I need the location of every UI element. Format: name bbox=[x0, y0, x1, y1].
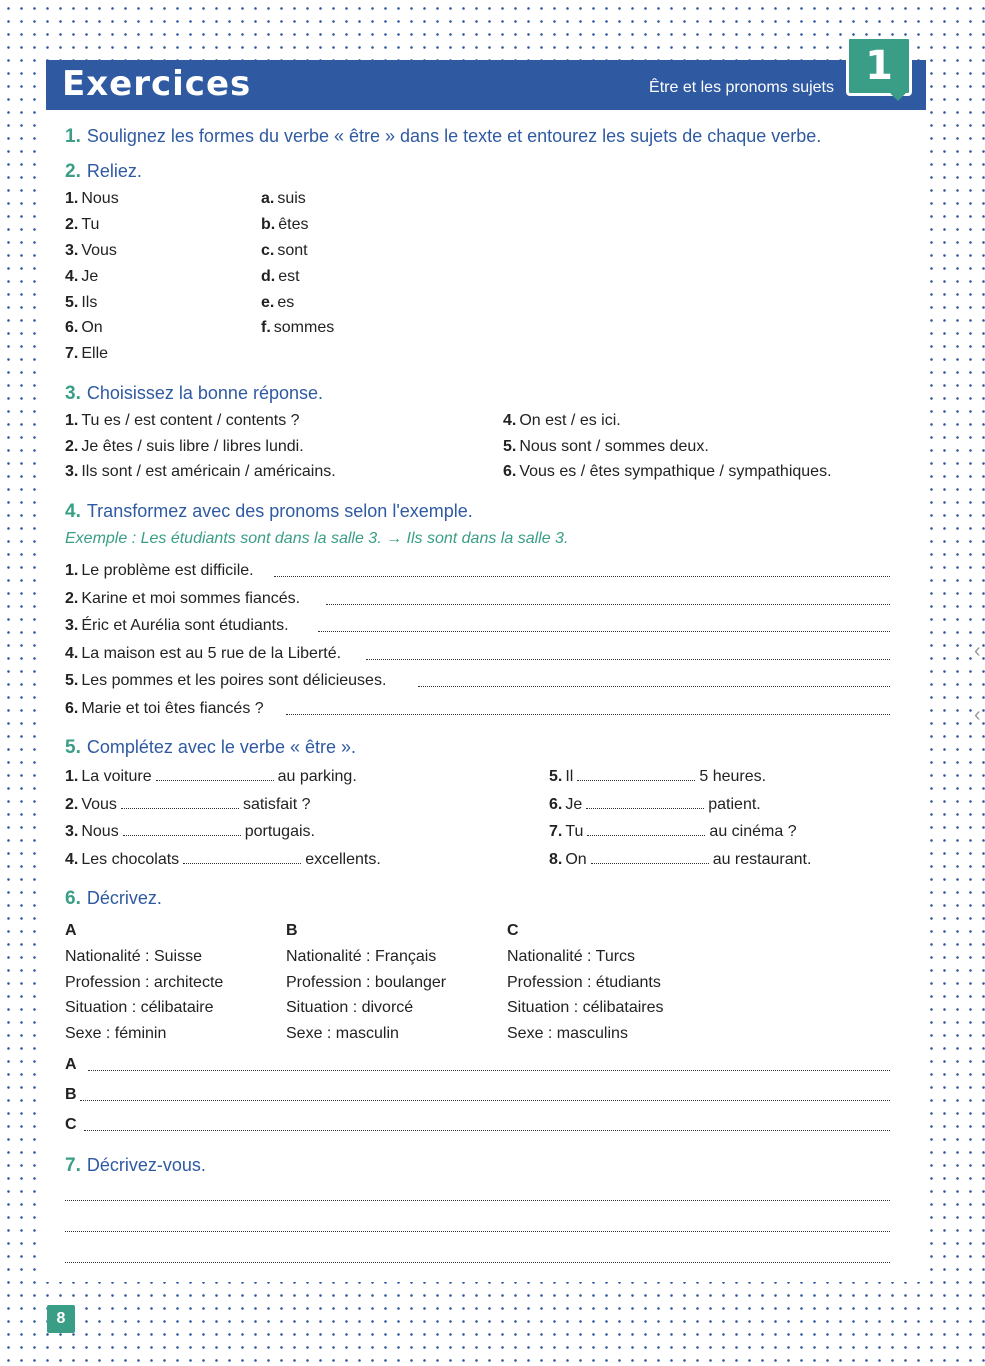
example-text: Exemple : Les étudiants sont dans la salle 3. → Ils sont dans la salle 3. bbox=[65, 530, 569, 547]
profile-line: Sexe : masculins bbox=[507, 1025, 628, 1042]
profile-line: Nationalité : Turcs bbox=[507, 948, 636, 965]
list-item: d. est bbox=[261, 268, 300, 285]
fill-blank[interactable] bbox=[587, 823, 705, 836]
list-item: 1. Nous bbox=[65, 190, 119, 207]
header-bar bbox=[46, 60, 926, 110]
fill-blank[interactable] bbox=[183, 851, 301, 864]
list-item: 6. Marie et toi êtes fiancés ? bbox=[65, 700, 264, 717]
list-item: 2. Karine et moi sommes fiancés. bbox=[65, 590, 301, 607]
badge-tail bbox=[890, 93, 906, 101]
profile-line: Profession : étudiants bbox=[507, 974, 661, 991]
exercise-1-title: 1. Soulignez les formes du verbe « être » dans le texte et entourez les sujets de chaque verbe. bbox=[65, 126, 822, 147]
answer-label: C bbox=[65, 1116, 77, 1133]
profile-line: Nationalité : Français bbox=[286, 948, 437, 965]
answer-line[interactable] bbox=[318, 630, 890, 632]
answer-line[interactable] bbox=[366, 658, 890, 660]
fill-blank[interactable] bbox=[586, 796, 704, 809]
column-header: B bbox=[286, 922, 298, 939]
list-item: 7. Elle bbox=[65, 345, 109, 362]
answer-line[interactable] bbox=[326, 603, 890, 605]
list-item: b. êtes bbox=[261, 216, 309, 233]
list-item: 4. On est / es ici. bbox=[503, 412, 621, 429]
list-item: 2. Tu bbox=[65, 216, 100, 233]
list-item: 1. Tu es / est content / contents ? bbox=[65, 412, 300, 429]
answer-label: A bbox=[65, 1056, 77, 1073]
list-item: 4. La maison est au 5 rue de la Liberté. bbox=[65, 645, 342, 662]
profile-line: Profession : architecte bbox=[65, 974, 224, 991]
answer-line[interactable] bbox=[88, 1069, 890, 1071]
answer-line[interactable] bbox=[80, 1099, 890, 1101]
profile-line: Situation : célibataires bbox=[507, 999, 664, 1016]
profile-line: Situation : célibataire bbox=[65, 999, 214, 1016]
list-item: c. sont bbox=[261, 242, 308, 259]
fill-blank[interactable] bbox=[123, 823, 241, 836]
list-item: e. es bbox=[261, 294, 295, 311]
list-item: a. suis bbox=[261, 190, 306, 207]
list-item: 3. Nous portugais. bbox=[65, 823, 315, 840]
fill-blank[interactable] bbox=[591, 851, 709, 864]
list-item: 5. Ils bbox=[65, 294, 98, 311]
fill-blank[interactable] bbox=[156, 768, 274, 781]
list-item: 5. Il 5 heures. bbox=[549, 768, 767, 785]
column-header: A bbox=[65, 922, 77, 939]
answer-line[interactable] bbox=[286, 713, 890, 715]
answer-line[interactable] bbox=[65, 1199, 890, 1201]
list-item: 5. Nous sont / sommes deux. bbox=[503, 438, 709, 455]
exercise-6-title: 6. Décrivez. bbox=[65, 888, 162, 909]
exercise-4-title: 4. Transformez avec des pronoms selon l'exemple. bbox=[65, 501, 473, 522]
chevron-left-icon: ‹ bbox=[974, 640, 981, 662]
column-header: C bbox=[507, 922, 519, 939]
answer-line[interactable] bbox=[418, 685, 890, 687]
list-item: 1. Le problème est difficile. bbox=[65, 562, 254, 579]
list-item: 4. Je bbox=[65, 268, 99, 285]
unit-badge: 1 bbox=[846, 36, 912, 96]
profile-line: Profession : boulanger bbox=[286, 974, 447, 991]
list-item: 4. Les chocolats excellents. bbox=[65, 851, 381, 868]
list-item: f. sommes bbox=[261, 319, 335, 336]
profile-line: Sexe : féminin bbox=[65, 1025, 167, 1042]
profile-line: Situation : divorcé bbox=[286, 999, 414, 1016]
exercise-7-title: 7. Décrivez-vous. bbox=[65, 1155, 206, 1176]
answer-line[interactable] bbox=[274, 575, 890, 577]
exercise-2-title: 2. Reliez. bbox=[65, 161, 142, 182]
list-item: 2. Je êtes / suis libre / libres lundi. bbox=[65, 438, 304, 455]
exercise-3-title: 3. Choisissez la bonne réponse. bbox=[65, 383, 324, 404]
answer-line[interactable] bbox=[65, 1230, 890, 1232]
answer-label: B bbox=[65, 1086, 77, 1103]
page-number: 8 bbox=[47, 1305, 75, 1333]
list-item: 3. Éric et Aurélia sont étudiants. bbox=[65, 617, 289, 634]
list-item: 6. Je patient. bbox=[549, 796, 761, 813]
list-item: 1. La voiture au parking. bbox=[65, 768, 357, 785]
list-item: 3. Ils sont / est américain / américains. bbox=[65, 463, 336, 480]
page-subtitle: Être et les pronoms sujets bbox=[649, 79, 834, 96]
list-item: 7. Tu au cinéma ? bbox=[549, 823, 797, 840]
profile-line: Sexe : masculin bbox=[286, 1025, 399, 1042]
answer-line[interactable] bbox=[84, 1129, 890, 1131]
list-item: 5. Les pommes et les poires sont délicieuses. bbox=[65, 672, 387, 689]
list-item: 6. On bbox=[65, 319, 103, 336]
chevron-left-icon: ‹ bbox=[974, 704, 981, 726]
list-item: 3. Vous bbox=[65, 242, 117, 259]
list-item: 6. Vous es / êtes sympathique / sympathiques. bbox=[503, 463, 832, 480]
profile-line: Nationalité : Suisse bbox=[65, 948, 202, 965]
list-item: 8. On au restaurant. bbox=[549, 851, 812, 868]
answer-line[interactable] bbox=[65, 1261, 890, 1263]
fill-blank[interactable] bbox=[121, 796, 239, 809]
exercise-5-title: 5. Complétez avec le verbe « être ». bbox=[65, 737, 356, 758]
page-title: Exercices bbox=[62, 64, 252, 104]
fill-blank[interactable] bbox=[577, 768, 695, 781]
list-item: 2. Vous satisfait ? bbox=[65, 796, 311, 813]
